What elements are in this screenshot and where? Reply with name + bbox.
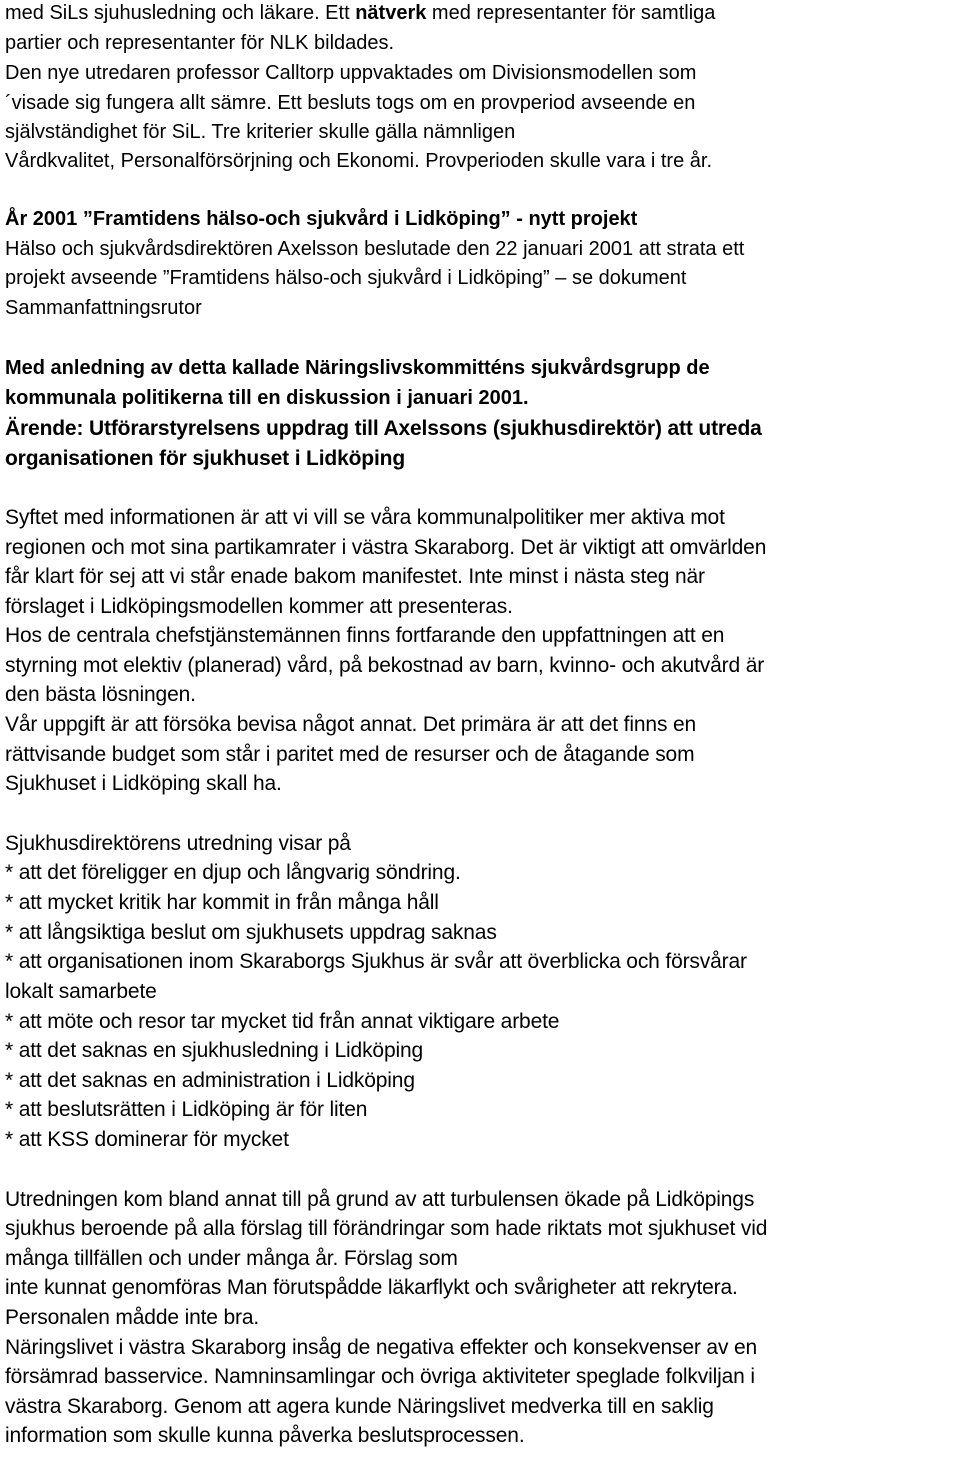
conclusion-line: försämrad basservice. Namninsamlingar och övriga aktiviteter speglade folkviljan i [5,1365,755,1388]
errand-line: Ärende: Utförarstyrelsens uppdrag till Axelssons (sjukhusdirektör) att utreda [5,417,762,440]
list-item: * att organisationen inom Skaraborgs Sjukhus är svår att överblicka och försvårar [5,950,747,973]
list-item: * att det saknas en administration i Lidköping [5,1069,415,1092]
purpose-line: rättvisande budget som står i paritet med de resurser och de åtagande som [5,743,695,766]
investigation-intro: Sjukhusdirektörens utredning visar på [5,832,351,855]
section-line: Sammanfattningsrutor [5,297,202,319]
intro-line: självständighet för SiL. Tre kriterier skulle gälla nämnligen [5,121,516,143]
intro-line: partier och representanter för NLK bildades. [5,32,395,54]
list-item: * att möte och resor tar mycket tid från annat viktigare arbete [5,1010,560,1033]
conclusion-line: västra Skaraborg. Genom att agera kunde Näringslivet medverka till en saklig [5,1395,714,1418]
list-item: lokalt samarbete [5,980,157,1003]
meeting-line: kommunala politikerna till en diskussion i januari 2001. [5,387,529,409]
list-item: * att mycket kritik har kommit in från många håll [5,891,439,914]
section-line: Hälso och sjukvårdsdirektören Axelsson beslutade den 22 januari 2001 att strata ett [5,238,745,260]
conclusion-line: Utredningen kom bland annat till på grund av att turbulensen ökade på Lidköpings [5,1188,755,1211]
errand-line: organisationen för sjukhuset i Lidköping [5,447,406,470]
intro-text: med representanter för samtliga [426,2,716,24]
intro-line: Den nye utredaren professor Calltorp uppvaktades om Divisionsmodellen som [5,62,697,84]
conclusion-line: information som skulle kunna påverka beslutsprocessen. [5,1424,525,1447]
conclusion-line: Näringslivet i västra Skaraborg insåg de negativa effekter och konsekvenser av en [5,1336,758,1359]
purpose-line: Syftet med informationen är att vi vill se våra kommunalpolitiker mer aktiva mot [5,506,725,529]
intro-line: Vårdkvalitet, Personalförsörjning och Ekonomi. Provperioden skulle vara i tre år. [5,150,713,172]
intro-line: ´visade sig fungera allt sämre. Ett besluts togs om en provperiod avseende en [5,92,696,114]
section-line: projekt avseende ”Framtidens hälso-och sjukvård i Lidköping” – se dokument [5,267,687,289]
purpose-line: styrning mot elektiv (planerad) vård, på bekostnad av barn, kvinno- och akutvård är [5,654,765,677]
intro-text: med SiLs sjuhusledning och läkare. Ett [5,2,356,24]
list-item: * att KSS dominerar för mycket [5,1128,289,1151]
list-item: * att långsiktiga beslut om sjukhusets uppdrag saknas [5,921,497,944]
purpose-line: får klart för sej att vi står enade bakom manifestet. Inte minst i nästa steg när [5,565,705,588]
section-heading: År 2001 ”Framtidens hälso-och sjukvård i Lidköping” - nytt projekt [5,208,638,230]
conclusion-line: många tillfällen och under många år. Förslag som [5,1247,458,1270]
purpose-line: regionen och mot sina partikamrater i västra Skaraborg. Det är viktigt att omvärlden [5,536,767,559]
purpose-line: förslaget i Lidköpingsmodellen kommer att presenteras. [5,595,513,618]
purpose-line: den bästa lösningen. [5,683,196,706]
purpose-line: Hos de centrala chefstjänstemännen finns fortfarande den uppfattningen att en [5,624,725,647]
conclusion-line: inte kunnat genomföras Man förutspådde läkarflykt och svårigheter att rekrytera. [5,1276,738,1299]
intro-bold-word: nätverk [355,2,427,24]
list-item: * att beslutsrätten i Lidköping är för liten [5,1098,368,1121]
purpose-line: Vår uppgift är att försöka bevisa något annat. Det primära är att det finns en [5,713,697,736]
list-item: * att det föreligger en djup och långvarig söndring. [5,861,461,884]
conclusion-line: Personalen mådde inte bra. [5,1306,260,1329]
conclusion-line: sjukhus beroende på alla förslag till förändringar som hade riktats mot sjukhuset vid [5,1217,768,1240]
list-item: * att det saknas en sjukhusledning i Lidköping [5,1039,424,1062]
purpose-line: Sjukhuset i Lidköping skall ha. [5,772,282,795]
meeting-line: Med anledning av detta kallade Näringslivskommitténs sjukvårdsgrupp de [5,357,710,379]
intro-line-1 [5,0,715,28]
